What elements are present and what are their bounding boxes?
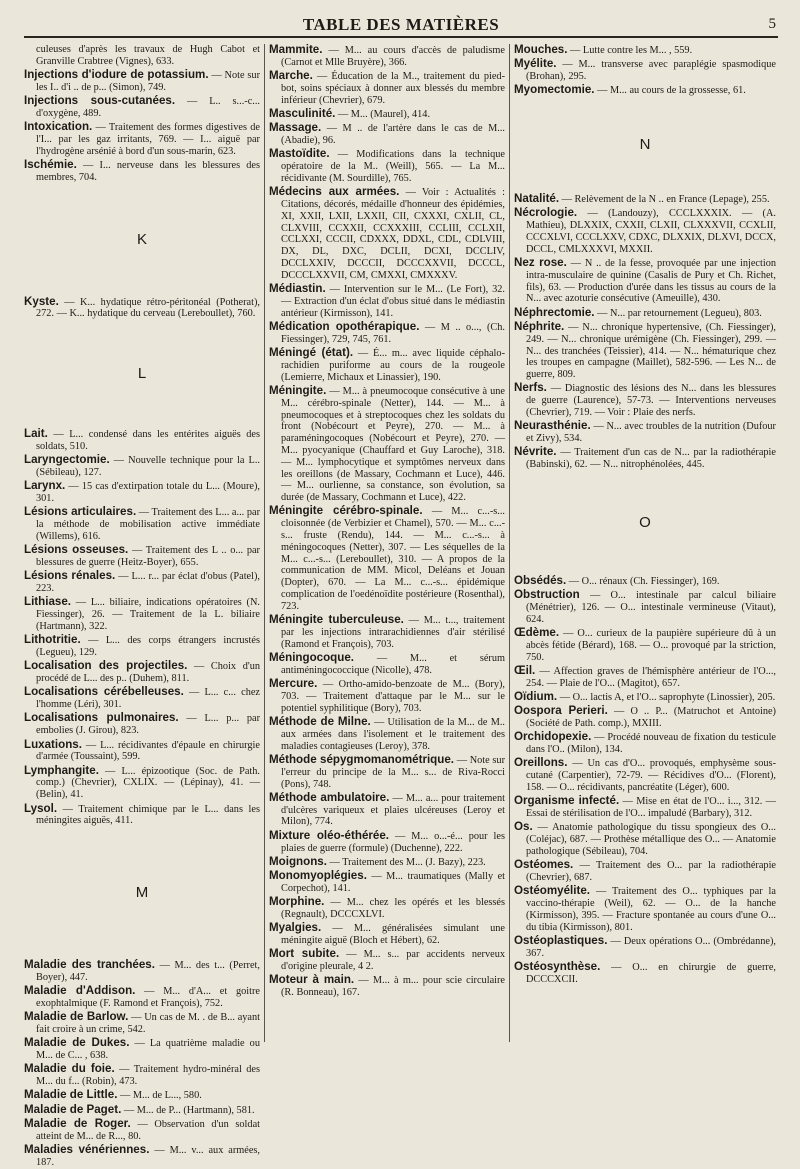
index-term: Injections sous-cutanées. [24, 94, 176, 108]
index-entry [514, 885, 776, 933]
index-entry-text: — O... en chirurgie de guerre, DCCCXCII. [526, 962, 776, 986]
index-entry-text: — Un cas d'O... provoqués, emphysème sous-cutané (Carpentier), 72-79. — Récidives d'O... (Florent), 158. — O... récidivants, pancréatite (Léger), 600. [526, 758, 776, 794]
index-term: Ostéomyélite. [514, 884, 591, 898]
index-entry [24, 121, 260, 157]
index-entry-text: — Traitement chimique par le L... dans les méningites aiguës, 411. [36, 803, 260, 827]
index-entry [269, 678, 505, 714]
index-entry-text: — L... récidivantes d'épaule en chirurgie d'armée (Toussaint), 599. [36, 739, 260, 763]
index-entry [269, 856, 505, 869]
index-term: Myalgies. [269, 921, 322, 935]
index-entry-text: — M... v... aux armées, 187. [36, 1145, 260, 1168]
index-entry-text: — M... t..., traitement par les injections intrarachidiennes d'air stérilisé (Ramond et François), 703. [281, 615, 505, 650]
index-term: Ostéoplastiques. [514, 934, 608, 948]
index-term: Médecins aux armées. [269, 185, 400, 199]
index-entry-text: — L... biliaire, indications opératoires (N. Fiessinger), 26. — Traitement de la L. biliaire (Hartmann), 322. [36, 597, 260, 632]
index-term: Maladie de Paget. [24, 1102, 122, 1116]
index-term: Oïdium. [514, 689, 558, 703]
index-entry [514, 420, 776, 445]
index-term: Localisations cérébelleuses. [24, 685, 184, 699]
index-entry-continuation: culeuses d'après les travaux de Hugh Cabot et Granville Crabtree (Vignes), 633. [36, 44, 260, 67]
index-entry [24, 1063, 260, 1088]
index-term: Intoxication. [24, 120, 93, 134]
index-entry [24, 660, 260, 685]
index-entry [269, 974, 505, 999]
index-entry [514, 589, 776, 625]
index-entry [269, 922, 505, 947]
index-entry [24, 596, 260, 632]
index-term: Ostéomes. [514, 858, 574, 872]
index-entry-text: — M... au cours d'accès de paludisme (Carnot et Mlle Bruyère), 366. [281, 45, 505, 68]
index-entry [514, 691, 776, 704]
index-entry-text: — M... d'A... et goitre exophtalmique (F. Ramond et François), 752. [36, 986, 260, 1009]
index-term: Orchidopexie. [514, 730, 592, 744]
index-term: Nez rose. [514, 255, 567, 269]
index-entry [269, 283, 505, 319]
index-term: Méningocoque. [269, 651, 355, 665]
index-term: Maladie de Dukes. [24, 1036, 130, 1050]
index-entry [269, 385, 505, 504]
index-term: Œdème. [514, 626, 560, 639]
index-entry-text: — M... au cours de la grossesse, 61. [594, 85, 746, 97]
index-entry-text: — 15 cas d'extirpation totale du L... (Moure), 301. [36, 481, 260, 504]
index-term: Ischémie. [24, 158, 77, 172]
index-term: Localisation des projectiles. [24, 659, 188, 673]
index-entry [24, 803, 260, 828]
index-entry [514, 575, 776, 588]
index-term: Luxations. [24, 737, 82, 751]
index-term: Lésions rénales. [24, 569, 116, 583]
index-term: Méningite cérébro-spinale. [269, 504, 423, 518]
index-entry-text: — Mise en état de l'O... i..., 312. — Essai de stérilisation de l'O... impaludé (Barbary), 312. [526, 796, 776, 820]
index-entry [24, 159, 260, 184]
index-entry-text: — M .. o..., (Ch. Fiessinger), 729, 745, 761. [281, 322, 505, 345]
index-term: Nécrologie. [514, 206, 578, 220]
index-entry [514, 321, 776, 381]
index-entry [514, 665, 776, 690]
index-entry-text: — M... transverse avec paraplégie spasmodique (Brohan), 295. [526, 59, 776, 83]
index-entry-text: — Diagnostic des lésions des N... dans les blessures de guerre (Laurence), 57-73. — Interventions nerveuses (Chevrier), 719. — Voir : Plaie des nerfs. [526, 383, 776, 419]
index-term: Laryngectomie. [24, 453, 110, 467]
index-entry [514, 705, 776, 730]
index-entry-text: — O... curieux de la paupière supérieure dû à un abcès fétide (Bérard), 168. — O... provoqué par la striction, 750. [526, 628, 776, 663]
index-entry-text: — L... épizootique (Soc. de Path. comp.) (Chevrier), CXLIX. — (Lépinay), 41. — (Belin), 41. [36, 765, 260, 801]
index-entry-text: — Procédé nouveau de fixation du testicule dans l'O.. (Milon), 134. [526, 732, 776, 756]
index-entry [24, 1144, 260, 1169]
index-entry [24, 959, 260, 984]
section-letter: L [137, 365, 147, 383]
index-entry-text: — É... m... avec liquide céphalo-rachidien puriforme au cours de la rougeole (Lemierre, Michaux et Linassier), 190. [281, 348, 505, 383]
index-entry-text: — M... des t... (Perret, Boyer), 447. [36, 959, 260, 983]
index-term: Méthode ambulatoire. [269, 790, 390, 804]
index-term: Natalité. [514, 191, 560, 205]
index-entry [514, 757, 776, 793]
index-entry [269, 44, 505, 69]
index-entry [514, 859, 776, 884]
index-entry [269, 347, 505, 383]
index-entry-text: — Lutte contre les M... , 559. [567, 45, 693, 56]
index-entry-text: — M... de P... (Hartmann), 581. [121, 1104, 255, 1116]
index-entry-text: — M... a... pour traitement d'ulcères variqueux et plaies ulcéreuses (Leroy et Milon), 774. [281, 792, 505, 828]
index-term: Kyste. [24, 294, 59, 308]
index-term: Moteur à main. [269, 973, 355, 987]
index-entry [24, 506, 260, 542]
index-entry-text: — M... à pneumocoque consécutive à une M... cérébro-spinale (Netter), 144. — M... à pneumocoques et à streptocoques chez les soldats du front (Nobécourt et Peyre), 270. — M... à paraméningocoques (Nobécourt et Peyre), 270. — M... pyocyanique (Chauffard et Guy Laroche), 318. — M... lymphocytique et symptômes nerveux dans les oreillons (de Massary, Cochmann et Luce), 446. — M... ourlienne, sa constance, son évolution, sa durée (de Massary, Cochmann et Luce), 422. [281, 386, 505, 504]
index-entry [514, 821, 776, 857]
index-term: Lysol. [24, 801, 58, 815]
index-entry [24, 739, 260, 764]
index-term: Nerfs. [514, 381, 547, 395]
index-entry-text: — L... p... par embolies (J. Girou), 823. [36, 713, 261, 737]
index-term: Lithotritie. [24, 633, 81, 647]
index-entry [514, 307, 776, 320]
index-entry-text: — M... s... par accidents nerveux d'origine pleurale, 4 2. [281, 949, 505, 973]
column-divider [264, 44, 265, 1042]
index-entry [514, 84, 776, 97]
index-entry [514, 935, 776, 960]
index-term: Mercure. [269, 677, 318, 691]
index-term: Moignons. [269, 854, 327, 868]
index-entry [514, 193, 776, 206]
index-entry-text: — I... nerveuse dans les blessures des membres, 704. [36, 160, 260, 183]
index-entry-text: — Voir : Actualités : Citations, décorés, médaille d'honneur des épidémies, XI, XXII, LXII, LXXII, CII, CXXXI, CXLII, CL, CLXVIII, CCXXII, CCXXXIII, CCLIII, CCLXII, CCLXXI, CCCII, CDXXX, DDXL, CDL, CDLVIII, DX, DL, DXC, DCLII, DCXI, DCCLIV, DCCLXXIV, DCCCII, DCCCXXVII, DCCCL, DCCCLXXVII, CM, CMXXI, CMXXXV. [281, 187, 505, 281]
index-entry [24, 1011, 260, 1036]
page-number: 5 [768, 16, 776, 32]
index-entry [269, 148, 505, 184]
index-entry-text: — Ortho-amido-benzoate de M... (Bory), 703. — Traitement d'attaque par le M... sur le potentiel syphilitique (Bory), 703. [281, 679, 505, 714]
index-entry-text: — Traitement des L .. o... par blessures de guerre (Heitz-Boyer), 655. [36, 545, 260, 568]
index-entry [24, 985, 260, 1010]
index-entry [514, 382, 776, 418]
index-entry [514, 257, 776, 305]
index-entry-text: — M... à m... pour scie circulaire (R. Bonneau), 167. [281, 975, 505, 999]
index-entry [514, 44, 776, 57]
index-term: Maladies vénériennes. [24, 1143, 150, 1157]
index-entry-text: — M... et sérum antiméningococcique (Nicolle), 478. [281, 653, 505, 676]
index-entry-text: — Modifications dans la technique opératoire de la M.. (Weill), 565. — La M... récidivante (M. Sourdille), 765. [281, 149, 505, 184]
index-entry-text: — N... chronique hypertensive, (Ch. Fiessinger), 249. — N... chronique urémigène (Ch. Fiessinger), 299. — N... des tranchées (Teissier), 414. — N... hématurique chez les troupes en campagne (Maillet), 582-596. — Les N... de guerre, 809. [526, 321, 776, 381]
index-entry [24, 712, 260, 737]
index-term: Médiastin. [269, 282, 326, 296]
index-term: Névrite. [514, 445, 557, 459]
index-term: Myélite. [514, 57, 557, 71]
index-entry [24, 428, 260, 453]
section-letter: N [639, 136, 651, 154]
index-term: Morphine. [269, 895, 325, 909]
index-entry [269, 614, 505, 650]
index-term: Injections d'iodure de potassium. [24, 68, 209, 82]
index-term: Mixture oléo-éthérée. [269, 828, 390, 842]
index-entry-text: — O... lactis A, et l'O... saprophyte (Linossier), 205. [557, 691, 776, 703]
index-entry-text: — M... c...-s... cloisonnée (de Verbizier et Chamel), 570. — M... c...-s... fruste (Rendu), 144. — M... c...-s... à méningocoques (Netter), 307. — Les séquelles de la M... c...-s... (Lereboullet), 310. — A propos de la communication de MM. Micol, Deléans et Jouan (Dopter), 670. — La M... c...-s... épidémique complication de l'oedénoïdite postérieure (Rosenthal), 723. [281, 506, 505, 612]
index-entry-text: — L... des corps étrangers incrustés (Legueu), 129. [36, 635, 260, 658]
index-entry [24, 1118, 260, 1143]
index-term: Mort subite. [269, 947, 340, 961]
index-entry-text: — M... o...-é... pour les plaies de guerre (formule) (Duchenne), 222. [281, 830, 505, 854]
index-entry-text: — N... par retournement (Legueu), 803. [594, 307, 762, 319]
index-entry-text: — Nouvelle technique pour la L.. (Sébileau), 127. [36, 455, 260, 478]
page-title: TABLE DES MATIÈRES [302, 15, 500, 34]
index-entry-text: — N .. de la fesse, provoquée par une injection intra-musculaire de quinine (Casalis de Pury et Ch. Richet, fils), 63. — Production d'urée dans les tissus au cours de la N... avec azoturie consécutive (Ameuille), 430. [526, 257, 776, 305]
index-column-1 [24, 44, 261, 1168]
index-entry-text: — Utilisation de la M... de M.. aux armées dans l'isolement et le traitement des maladies contagieuses (Leroy), 378. [281, 717, 506, 752]
index-term: Mammite. [269, 43, 323, 56]
index-entry-text: — Note sur l'erreur du principe de la M... s... de Riva-Rocci (Pons), 748. [281, 754, 505, 790]
index-entry-text: — M... traumatiques (Mally et Corpechot), 141. [281, 871, 505, 894]
index-term: Lait. [24, 426, 48, 440]
index-term: Obsédés. [514, 573, 567, 587]
index-entry [24, 544, 260, 569]
index-term: Œil. [514, 663, 536, 677]
index-entry-text: — M... (Maurel), 414. [335, 108, 431, 120]
index-entry-text: — Anatomie pathologique du tissu spongieux des O... (Coléjac), 687. — Prothèse métallique des O... — Anatomie pathologique (Sébileau), 704. [526, 822, 776, 858]
index-entry-text: — Observation d'un soldat atteint de M... de R..., 80. [36, 1119, 260, 1142]
index-entry-text: — Traitement des M... (J. Bazy), 223. [326, 856, 486, 868]
index-term: Médication opothérapique. [269, 320, 420, 334]
index-term: Lésions articulaires. [24, 505, 137, 519]
index-entry-text: — Note sur les I.. d'i .. de p... (Simon), 749. [36, 70, 260, 93]
index-entry [24, 296, 260, 321]
index-entry [24, 686, 260, 711]
index-term: Maladie de Roger. [24, 1117, 131, 1131]
page-header [24, 10, 778, 38]
index-entry [269, 830, 505, 855]
index-column-3 [514, 44, 776, 1044]
index-entry [269, 122, 505, 147]
index-entry [24, 765, 260, 801]
index-term: Méthode sépygmomanométrique. [269, 752, 455, 766]
index-term: Néphrectomie. [514, 305, 595, 319]
index-entry [24, 1037, 260, 1062]
index-entry [269, 186, 505, 281]
index-term: Méningite tuberculeuse. [269, 613, 404, 627]
index-entry-text: — Choix d'un procédé de L... des p.. (Duhem), 811. [36, 661, 261, 685]
index-term: Marche. [269, 69, 313, 83]
index-entry-text: — M... de L..., 580. [117, 1090, 202, 1102]
index-entry-text: — La quatrième maladie ou M... de C... , 638. [36, 1038, 260, 1062]
index-term: Oreillons. [514, 756, 568, 770]
index-column-2 [269, 44, 505, 1044]
index-entry [269, 108, 505, 121]
index-term: Maladie de Barlow. [24, 1010, 129, 1024]
index-term: Myomectomie. [514, 83, 595, 97]
index-term: Néphrite. [514, 319, 565, 333]
index-term: Localisations pulmonaires. [24, 711, 179, 725]
index-entry-text: — K... hydatique rétro-péritonéal (Potherat), 272. — K... hydatique du cerveau (Lereboullet), 760. [36, 296, 260, 320]
index-entry-text: — Traitement des L... a... par la méthode de mobilisation active immédiate (Willems), 616. [36, 507, 260, 542]
index-term: Maladie des tranchées. [24, 957, 155, 971]
index-term: Maladie de Little. [24, 1088, 118, 1102]
index-entry-text: — Un cas de M. . de B... ayant fait croire à un crime, 542. [36, 1012, 261, 1035]
index-entry-text: — Affection graves de l'hémisphère antérieur de l'O..., 254. — Plaie de l'O... (Magitot), 657. [526, 665, 776, 689]
index-term: Lésions osseuses. [24, 543, 129, 557]
index-term: Méthode de Milne. [269, 715, 371, 729]
index-term: Larynx. [24, 479, 66, 493]
index-term: Lymphangite. [24, 763, 99, 777]
index-entry [24, 95, 260, 120]
index-entry-text: — Relèvement de la N .. en France (Lepage), 255. [559, 193, 770, 205]
index-entry [514, 446, 776, 471]
index-entry-text: — O .. P... (Matruchot et Antoine) (Société de Path. comp.), MXIII. [526, 706, 776, 730]
index-entry [269, 321, 505, 346]
index-entry-text: — Traitement des O... typhiques par la vaccino-thérapie (Weil), 62. — O... de la hanche (Kirmisson), 395. — Fracture spontanée au cours d'une O... du tibia (Kirmisson), 801. [526, 886, 776, 933]
index-term: Maladie d'Addison. [24, 984, 136, 998]
index-term: Os. [514, 820, 533, 834]
index-entry [514, 731, 776, 756]
index-entry [24, 634, 260, 659]
index-term: Obstruction [514, 588, 580, 602]
index-entry [269, 792, 505, 828]
section-letter: M [135, 884, 149, 902]
index-entry-text: — N... avec troubles de la nutrition (Dufour et Zivy), 534. [526, 421, 776, 445]
index-term: Monomyoplégies. [269, 869, 367, 883]
index-entry-text: — Éducation de la M.., traitement du pied-bot, soins spéciaux à donner aux blessés du membre inférieur (Chevrier), 679. [281, 71, 505, 106]
index-term: Mastoïdite. [269, 147, 330, 161]
section-letter: O [639, 514, 651, 532]
column-divider [509, 44, 510, 1042]
index-term: Lithiase. [24, 595, 72, 609]
index-term: Maladie du foie. [24, 1062, 115, 1076]
section-letter: K [136, 230, 147, 248]
index-entry [24, 1089, 260, 1102]
index-entry [514, 961, 776, 986]
index-entry [269, 716, 505, 752]
index-entry-text: — L... condensé dans les entérites aiguës des soldats, 510. [36, 428, 260, 452]
index-term: Organisme infecté. [514, 794, 620, 808]
index-entry-text: — Intervention sur le M... (Le Fort), 32. — Extraction d'un éclat d'obus situé dans le médiastin antérieur (Kirmisson), 141. [281, 284, 505, 319]
index-entry-text: — M... généralisées simulant une méningite aiguë (Bloch et Hébert), 62. [281, 923, 505, 947]
index-entry-text: — L.. s...-c... d'oxygène, 489. [36, 96, 260, 119]
index-entry-text: — L... r... par éclat d'obus (Patel), 223. [36, 571, 260, 595]
index-entry [269, 948, 505, 973]
index-entry [514, 627, 776, 663]
index-entry [269, 70, 505, 106]
index-entry [269, 652, 505, 677]
index-entry [269, 896, 505, 921]
index-entry-text: — O... intestinale par calcul biliaire (Ménétrier), 126. — O... intestinale vermineuse (Vitaut), 624. [526, 590, 776, 625]
index-term: Oospora Perieri. [514, 704, 608, 718]
index-entry-text: — (Landouzy), CCCLXXXIX. — (A. Mathieu), DLXXIX, CXXII, CLXII, CLXXXVII, CCXLII, CCCXLVI, CCCLXXV, CDXC, DLXXIX, DLXVI, DCCX, DCCL, CMLXXXVI, MXXII. [526, 208, 776, 255]
index-entry [514, 207, 776, 255]
index-entry-text: — M .. de l'artère dans le cas de M... (Abadie), 96. [281, 123, 505, 147]
index-entry [514, 795, 776, 820]
index-term: Méningé (état). [269, 346, 354, 360]
index-entry [269, 754, 505, 790]
index-term: Neurasthénie. [514, 419, 591, 433]
index-entry [269, 870, 505, 895]
index-entry-text: — O... rénaux (Ch. Fiessinger), 169. [566, 575, 720, 587]
index-term: Méningite. [269, 384, 327, 398]
index-entry-text: — Traitement hydro-minéral des M... du f... (Robin), 473. [36, 1064, 261, 1088]
index-entry-text: — M... chez les opérés et les blessés (Regnault), DCCCXLVI. [281, 897, 505, 920]
index-term: Massage. [269, 121, 322, 135]
index-term: Ostéosynthèse. [514, 960, 601, 974]
index-entry [269, 505, 505, 612]
index-entry-text: — Traitement d'un cas de N... par la radiothérapie (Babinski), 62. — N... nitrophénolées, 445. [526, 447, 776, 471]
index-entry [514, 58, 776, 83]
index-entry-text: — Deux opérations O... (Ombrédanne), 367. [526, 936, 776, 959]
index-entry-text: — Traitement des formes digestives de l'I... par les gaz irritants, 769. — I... aiguë par l'hydrogène arsénié à bord d'un sous-marin, 623. [36, 122, 260, 157]
index-entry-text: — Traitement des O... par la radiothérapie (Chevrier), 687. [526, 860, 776, 884]
index-term: Mouches. [514, 43, 568, 56]
index-entry [24, 69, 260, 94]
index-entry [24, 480, 260, 505]
index-entry [24, 1104, 260, 1117]
index-term: Masculinité. [269, 106, 336, 120]
index-entry [24, 570, 260, 595]
index-entry-text: — L... c... chez l'homme (Léri), 301. [36, 687, 260, 711]
index-entry [24, 454, 260, 479]
